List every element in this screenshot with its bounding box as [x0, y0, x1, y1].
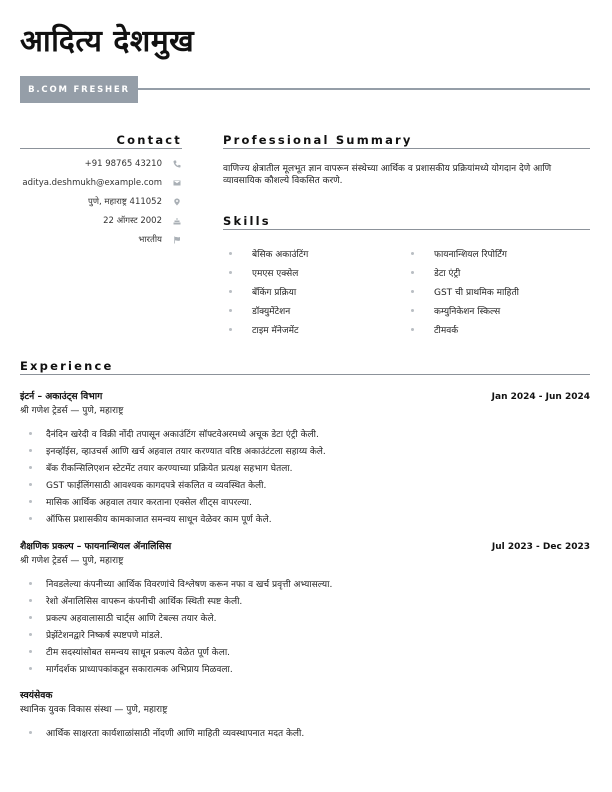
job-bullets: [20, 575, 590, 677]
summary-text: वाणिज्य क्षेत्रातील मूलभूत ज्ञान वापरून संस्थेच्या आर्थिक व प्रशासकीय प्रक्रियांमध्ये योगदान देणे आणि व्यावसायिक कौशल्ये विकसित करणे.: [223, 164, 552, 186]
job-bullet: [20, 660, 590, 677]
job-bullet: [20, 442, 590, 459]
phone-text: +91 98765 43210: [84, 159, 162, 170]
skills-divider: [223, 229, 590, 230]
bullet-text: बँक रीकन्सिलिएशन स्टेटमेंट तयार करण्याच्या प्रक्रियेत प्रत्यक्ष सहभाग घेतला.: [46, 464, 293, 474]
job-bullet: [20, 510, 590, 527]
title-divider: [138, 88, 590, 90]
skill-label: डॉक्युमेंटेशन: [252, 307, 291, 317]
bullet-icon: [411, 271, 414, 274]
bullet-text: इनव्हॉईस, व्हाउचर्स आणि खर्च अहवाल तयार करण्यात वरिष्ठ अकाउंटंटला सहाय्य केले.: [46, 447, 326, 457]
flag-icon: [172, 235, 181, 244]
bullet-text: रेशो ॲनालिसिस वापरून कंपनीची आर्थिक स्थिती स्पष्ट केली.: [46, 597, 243, 607]
bullet-icon: [29, 650, 32, 653]
bullet-text: ऑफिस प्रशासकीय कामकाजात समन्वय साधून वेळेवर काम पूर्ण केले.: [46, 515, 272, 525]
skill-label: टीमवर्क: [434, 326, 459, 336]
contact-birthdate: [20, 211, 182, 230]
contact-divider: [20, 148, 182, 149]
job-bullet: [20, 493, 590, 510]
skill-item: [223, 320, 405, 339]
bullet-icon: [229, 271, 232, 274]
bullet-icon: [411, 309, 414, 312]
bullet-icon: [29, 449, 32, 452]
job-bullet: [20, 643, 590, 660]
summary-divider: [223, 148, 590, 149]
job-bullet: [20, 459, 590, 476]
skill-item: [405, 301, 587, 320]
bullet-icon: [229, 309, 232, 312]
job-organization: श्री गणेश ट्रेडर्स — पुणे, महाराष्ट्र: [20, 406, 124, 416]
skill-item: [223, 263, 405, 282]
birthday-cake-icon: [172, 216, 181, 225]
contact-nationality: [20, 230, 182, 249]
job-dates: Jan 2024 - Jun 2024: [491, 392, 590, 402]
job-bullet: [20, 626, 590, 643]
skill-item: [405, 263, 587, 282]
bullet-icon: [29, 466, 32, 469]
job-bullet: [20, 609, 590, 626]
job-bullets: [20, 425, 590, 527]
bullet-icon: [29, 731, 32, 734]
skill-label: फायनान्शियल रिपोर्टिंग: [434, 250, 507, 260]
contact-heading: Contact: [116, 133, 182, 147]
skill-item: [405, 320, 587, 339]
skill-item: [223, 244, 405, 263]
bullet-icon: [29, 667, 32, 670]
job-role: शैक्षणिक प्रकल्प – फायनान्शियल ॲनालिसिस: [20, 541, 172, 552]
skill-item: [223, 282, 405, 301]
contact-email: [20, 174, 182, 193]
bullet-icon: [229, 252, 232, 255]
skill-label: एमएस एक्सेल: [252, 269, 299, 279]
birthdate-text: 22 ऑगस्ट 2002: [103, 216, 162, 227]
skills-heading: Skills: [223, 214, 271, 228]
skill-item: [405, 282, 587, 301]
address-text: पुणे, महाराष्ट्र 411052: [88, 197, 162, 208]
skill-label: टाइम मॅनेजमेंट: [252, 326, 299, 336]
email-text: aditya.deshmukh@example.com: [22, 178, 162, 189]
bullet-text: मासिक आर्थिक अहवाल तयार करताना एक्सेल शीट्स वापरल्या.: [46, 498, 252, 508]
summary-heading: Professional Summary: [223, 133, 413, 147]
job-bullet: [20, 724, 590, 741]
contact-list: [20, 155, 182, 249]
job-organization: स्थानिक युवक विकास संस्था — पुणे, महाराष्ट्र: [20, 705, 168, 715]
bullet-icon: [29, 500, 32, 503]
experience-entry: [20, 688, 590, 741]
bullet-text: मार्गदर्शक प्राध्यापकांकडून सकारात्मक अभिप्राय मिळवला.: [46, 665, 233, 675]
bullet-icon: [29, 616, 32, 619]
job-bullets: [20, 724, 590, 741]
bullet-text: दैनंदिन खरेदी व विक्री नोंदी तपासून अकाउंटिंग सॉफ्टवेअरमध्ये अचूक डेटा एंट्री केली.: [46, 430, 319, 440]
job-role: स्वयंसेवक: [20, 690, 53, 701]
bullet-icon: [29, 483, 32, 486]
skill-label: बँकिंग प्रक्रिया: [252, 288, 297, 298]
experience-heading: Experience: [20, 359, 114, 373]
bullet-text: प्रेझेंटेशनद्वारे निष्कर्ष स्पष्टपणे मांडले.: [46, 631, 163, 641]
skill-label: डेटा एंट्री: [434, 269, 461, 279]
bullet-text: आर्थिक साक्षरता कार्यशाळांसाठी नोंदणी आणि माहिती व्यवस्थापनात मदत केली.: [46, 729, 305, 739]
bullet-icon: [29, 432, 32, 435]
job-title-text: B.COM FRESHER: [28, 84, 130, 95]
skill-label: GST ची प्राथमिक माहिती: [434, 288, 519, 298]
candidate-name: आदित्य देशमुख: [20, 24, 195, 59]
experience-entry: [20, 539, 590, 677]
job-dates: Jul 2023 - Dec 2023: [491, 542, 590, 552]
map-pin-icon: [172, 197, 181, 206]
bullet-text: प्रकल्प अहवालासाठी चार्ट्स आणि टेबल्स तयार केले.: [46, 614, 217, 624]
nationality-text: भारतीय: [138, 235, 162, 246]
bullet-text: GST फाईलिंगसाठी आवश्यक कागदपत्रे संकलित व व्यवस्थित केली.: [46, 481, 267, 491]
job-bullet: [20, 476, 590, 493]
bullet-icon: [29, 582, 32, 585]
skill-label: कम्युनिकेशन स्किल्स: [434, 307, 501, 317]
contact-address: [20, 193, 182, 212]
bullet-icon: [29, 599, 32, 602]
bullet-icon: [29, 517, 32, 520]
bullet-icon: [411, 328, 414, 331]
experience-divider: [20, 374, 590, 375]
skill-item: [405, 244, 587, 263]
bullet-icon: [29, 633, 32, 636]
bullet-text: टीम सदस्यांसोबत समन्वय साधून प्रकल्प वेळेत पूर्ण केला.: [46, 648, 231, 658]
job-organization: श्री गणेश ट्रेडर्स — पुणे, महाराष्ट्र: [20, 556, 124, 566]
bullet-icon: [229, 290, 232, 293]
job-bullet: [20, 592, 590, 609]
phone-icon: [172, 160, 181, 169]
skill-label: बेसिक अकाउंटिंग: [252, 250, 309, 260]
skills-list: [223, 244, 590, 339]
job-title-badge: [20, 76, 138, 103]
bullet-text: निवडलेल्या कंपनीच्या आर्थिक विवरणांचे विश्लेषण करून नफा व खर्च प्रवृत्ती अभ्यासल्या.: [46, 580, 333, 590]
experience-entry: [20, 389, 590, 527]
bullet-icon: [411, 290, 414, 293]
job-role: इंटर्न – अकाउंट्स विभाग: [20, 391, 103, 402]
envelope-icon: [172, 179, 181, 188]
skill-item: [223, 301, 405, 320]
job-bullet: [20, 425, 590, 442]
contact-phone: [20, 155, 182, 174]
job-bullet: [20, 575, 590, 592]
bullet-icon: [229, 328, 232, 331]
bullet-icon: [411, 252, 414, 255]
